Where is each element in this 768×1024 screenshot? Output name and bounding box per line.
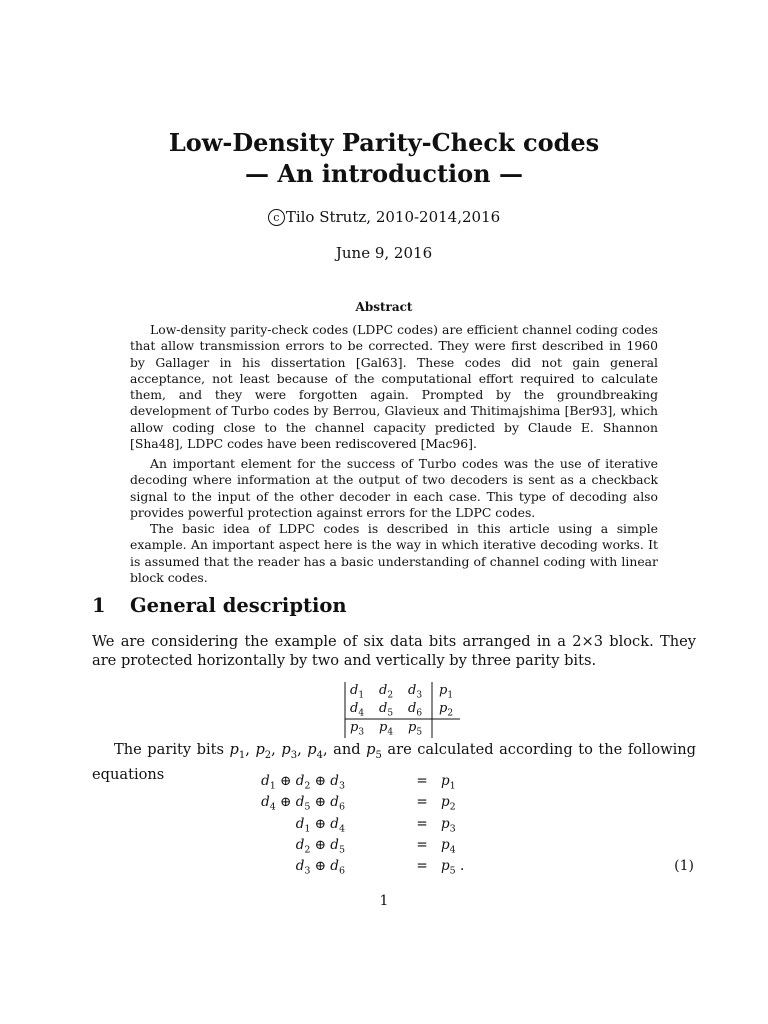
equals-sign: = (416, 794, 428, 811)
equation-lhs: $d_1$ ⊕ $d_2$ ⊕ $d_3$ (261, 773, 345, 792)
abstract-paragraph-text: The basic idea of LDPC codes is described in this article using a simple example. An important aspect here is the way in which iterative decoding works. It is assumed that the reader has a basic understanding of channel coding with linear block codes. (130, 521, 658, 585)
body-paragraph-2: The parity bits $p_1$, $p_2$, $p_3$, $p_4$, and $p_5$ are calculated according to the following equations (92, 741, 697, 783)
paper-date: June 9, 2016 (335, 244, 433, 262)
paper-subtitle: — An introduction — (245, 159, 523, 188)
equals-sign: = (416, 836, 428, 853)
equation-row (0, 794, 768, 814)
abstract-paragraph-text: Low-density parity-check codes (LDPC codes) are efficient channel coding codes that allow transmission errors to be corrected. They were first described in 1960 by Gallager in his dissertation [Gal63]. These codes did not gain general acceptance, not least because of the computational effort required to calculate them, and they were forgotten again. Prompted by the groundbreaking development of Turbo codes by Berrou, Glavieux and Thitimajshima [Ber93], which allow coding close to the channel capacity predicted by Claude E. Shannon [Sha48], LDPC codes have been rediscovered [Mac96]. (130, 322, 658, 452)
section-heading (92, 594, 347, 617)
grid-cell: $d_4$ (350, 701, 365, 719)
equation-rhs: $p_3$ (441, 815, 456, 835)
paper-title: Low-Density Parity-Check codes (168, 128, 600, 157)
grid-cell: $p_1$ (439, 683, 454, 701)
equation-row (0, 837, 768, 857)
equation-rhs: $p_2$ (441, 794, 456, 813)
grid-cell: $d_3$ (408, 683, 423, 701)
grid-cell: $d_5$ (379, 701, 394, 719)
page-number: 1 (379, 893, 389, 909)
equation-rhs: $p_1$ (441, 773, 456, 792)
equation-number: (1) (674, 858, 694, 875)
equation-lhs: $d_2$ ⊕ $d_5$ (295, 836, 345, 856)
equation-lhs: $d_4$ ⊕ $d_5$ ⊕ $d_6$ (261, 794, 345, 813)
grid-cell: $p_3$ (350, 720, 365, 738)
abstract-paragraph-2 (130, 456, 658, 521)
equation-lhs: $d_1$ ⊕ $d_4$ (295, 815, 345, 835)
abstract-paragraph-3 (130, 521, 658, 586)
grid-cell: $p_2$ (439, 701, 454, 719)
section-number: 1 (92, 594, 106, 617)
author-line (0, 208, 768, 226)
grid-cell: $p_5$ (408, 720, 423, 738)
author-text: Tilo Strutz, 2010-2014,2016 (285, 208, 501, 226)
bit-grid (0, 680, 768, 740)
equation-row (0, 773, 768, 793)
abstract-paragraph-text: An important element for the success of Turbo codes was the use of iterative decoding where information at the output of two decoders is sent as a checkback signal to the input of the other decoder in each case. This type of decoding also provides powerful protection against errors for the LDPC codes. (130, 456, 658, 520)
equation-rhs: $p_5$ . (441, 858, 465, 877)
grid-cell: $d_2$ (379, 683, 394, 701)
equals-sign: = (416, 815, 428, 832)
equation-rhs: $p_4$ (441, 836, 456, 856)
equals-sign: = (416, 773, 428, 789)
copyright-icon: c (268, 209, 285, 226)
equation-row (0, 816, 768, 836)
grid-cell: $d_6$ (408, 701, 423, 719)
equation-row (0, 858, 768, 878)
section-title: General description (130, 594, 347, 617)
equals-sign: = (416, 858, 428, 875)
body-paragraph-1: We are considering the example of six data bits arranged in a 2×3 block. They are protected horizontally by two and vertically by three parity bits. (92, 633, 696, 669)
equation-lhs: $d_3$ ⊕ $d_6$ (295, 858, 345, 877)
grid-cell: $d_1$ (350, 683, 365, 701)
abstract-heading: Abstract (355, 300, 413, 314)
grid-cell: $p_4$ (379, 720, 394, 738)
abstract-paragraph-1 (130, 322, 658, 452)
